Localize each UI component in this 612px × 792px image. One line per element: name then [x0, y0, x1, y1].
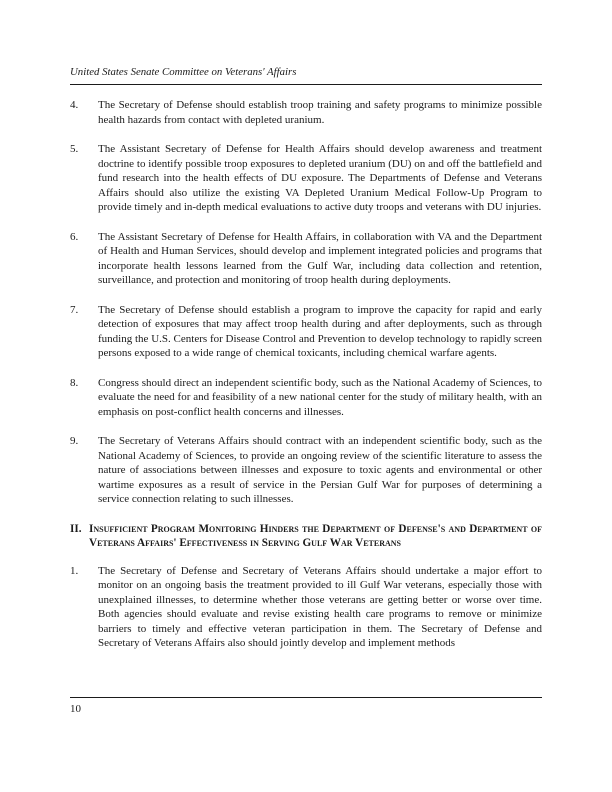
item-number: 9.	[70, 435, 79, 447]
item-number: 7.	[70, 303, 79, 316]
section-title: Insufficient Program Monitoring Hinders the Department of Defense's and Department of Veterans Affairs' Effectiveness in Serving Gulf War Veterans	[89, 522, 542, 549]
item-number: 4.	[70, 99, 79, 111]
item-number: 6.	[70, 230, 79, 243]
item-number: 8.	[70, 376, 79, 389]
recommendation-item-8	[70, 376, 542, 420]
item-text: The Secretary of Defense should establish a program to improve the capacity for rapid and early detection of exposures that may affect troop health during and after deployments, such as through funding the U.S. Centers for Disease Control and Prevention to develop technology to rapidly screen persons exposed to a wide range of chemical toxicants, including chemical warfare agents.	[98, 303, 542, 359]
recommendation-item-5	[70, 142, 542, 215]
item-text: The Assistant Secretary of Defense for Health Affairs should develop awareness and treatment doctrine to identify possible troop exposures to depleted uranium (DU) on and off the battlefield and fund research into the health effects of DU exposure. The Departments of Defense and Veterans Affairs should also utilize the existing VA Depleted Uranium Medical Follow-Up Program to provide timely and in-depth medical evaluations to active duty troops and veterans with DU injuries.	[98, 143, 542, 213]
item-text: The Secretary of Veterans Affairs should contract with an independent scientific body, such as the National Academy of Sciences, to provide an ongoing review of the scientific literature to assess the nature of associations between illnesses and exposure to toxic agents and environmental or other wartime exposures as a result of service in the Persian Gulf War for purposes of determining a service connection relating to such illnesses.	[98, 435, 542, 505]
item-text: The Assistant Secretary of Defense for Health Affairs, in collaboration with VA and the Department of Health and Human Services, should develop and implement integrated policies and programs that incorporate health lessons learned from the Gulf War, including data collection and retention, surveillance, and protection and monitoring of troop health during deployments.	[98, 230, 542, 286]
recommendation-item-9	[70, 434, 542, 507]
section-heading	[70, 522, 542, 551]
section-recommendation-item-1	[70, 564, 542, 651]
recommendation-item-7	[70, 303, 542, 361]
running-header: United States Senate Committee on Veterans' Affairs	[70, 66, 542, 85]
item-number: 5.	[70, 143, 79, 155]
recommendation-item-6	[70, 230, 542, 288]
item-text: The Secretary of Defense should establish troop training and safety programs to minimize possible health hazards from contact with depleted uranium.	[98, 99, 542, 126]
recommendation-item-4	[70, 98, 542, 127]
page-footer	[70, 697, 542, 715]
item-text: The Secretary of Defense and Secretary of Veterans Affairs should undertake a major effort to monitor on an ongoing basis the treatment provided to ill Gulf War veterans, especially those with unexplained illnesses, to determine whether those veterans are getting better or worse over time. Both agencies should evaluate and revise existing health care programs to remove or minimize barriers to timely and effective veteran participation in them. The Secretary of Defense and Secretary of Veterans Affairs also should jointly develop and implement methods	[98, 564, 542, 649]
section-number: II.	[70, 522, 82, 535]
page-number: 10	[70, 703, 81, 715]
item-text: Congress should direct an independent scientific body, such as the National Academy of Sciences, to evaluate the need for and feasibility of a new national center for the study of military health, with an emphasis on post-conflict health concerns and illnesses.	[98, 376, 542, 418]
item-number: 1.	[70, 564, 79, 577]
page-content	[70, 66, 542, 666]
